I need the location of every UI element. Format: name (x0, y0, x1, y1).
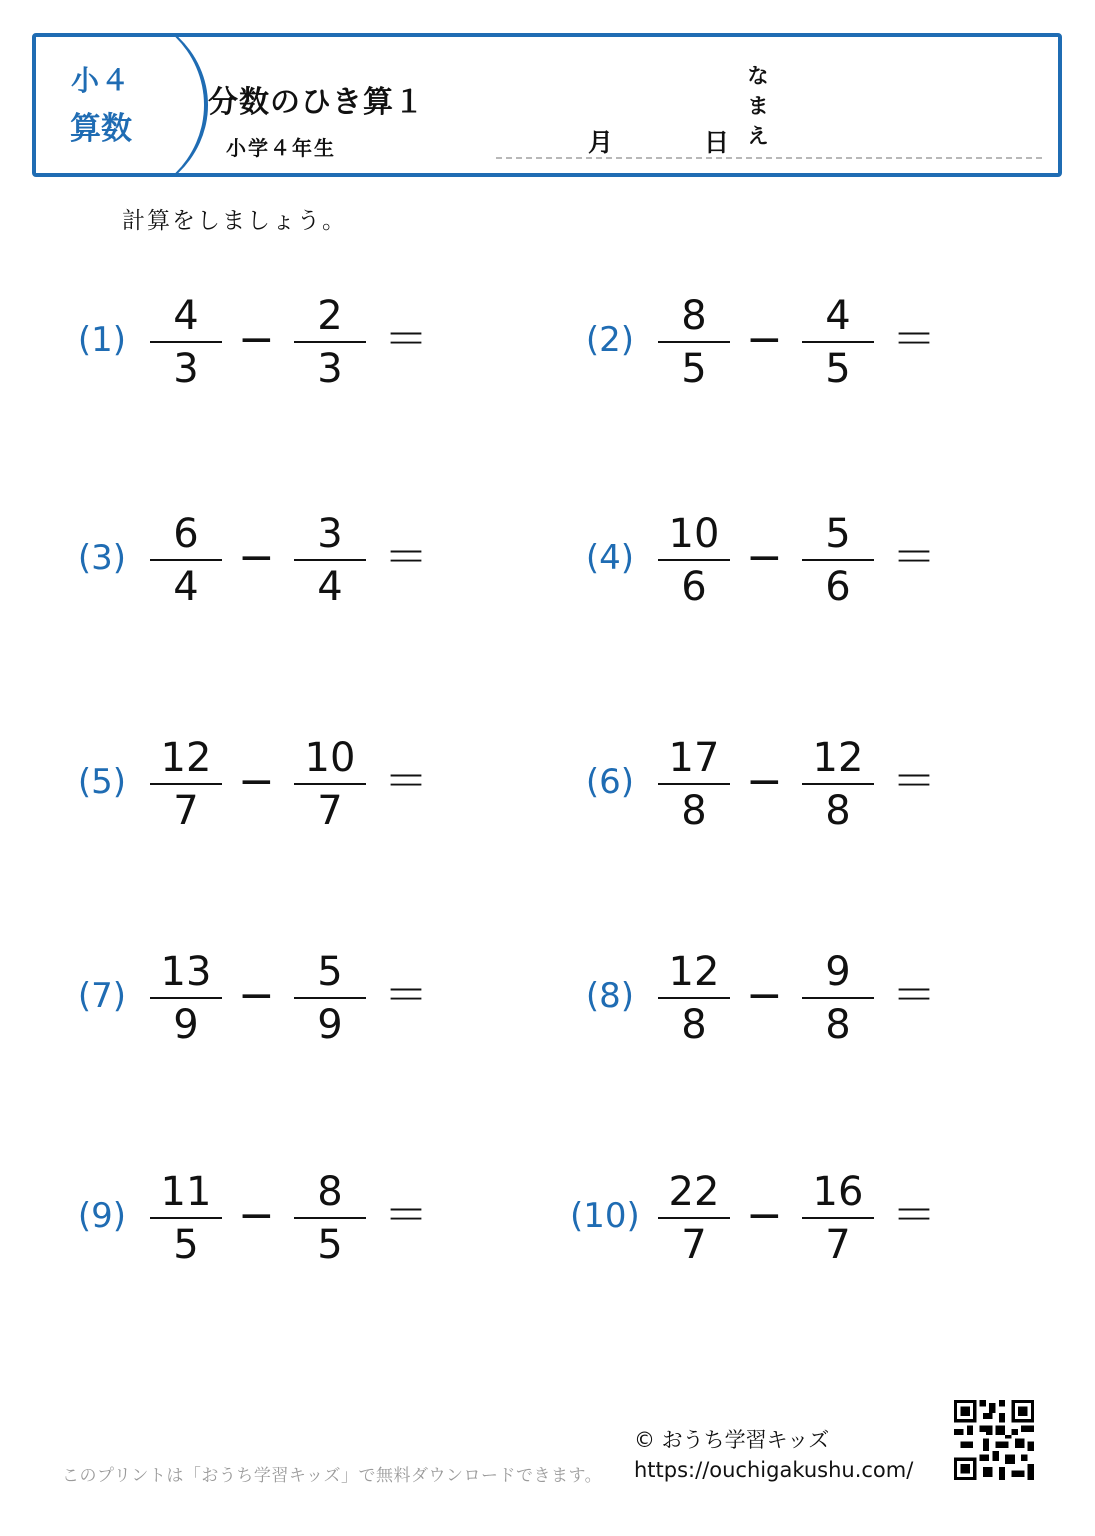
fraction-bar (150, 341, 222, 343)
problem-number: (3) (77, 538, 126, 578)
problem-number: (4) (585, 538, 634, 578)
name-char: ま (747, 94, 769, 118)
fraction-bar (802, 783, 874, 785)
minuend-fraction (150, 1168, 222, 1269)
minuend-fraction (150, 292, 222, 393)
site-url-link[interactable]: https://ouchigakushu.com/ (634, 1458, 914, 1482)
subtrahend-fraction (802, 510, 874, 611)
fraction-bar (658, 341, 730, 343)
fraction-denominator: 8 (825, 788, 851, 834)
fraction-denominator: 5 (681, 346, 707, 392)
day-label: 日 (704, 128, 730, 157)
problem-number: (10) (570, 1196, 640, 1236)
fraction-denominator: 6 (681, 564, 707, 610)
minus-sign: − (238, 1190, 275, 1241)
fraction-numerator: 5 (825, 511, 851, 557)
problem-number: (5) (77, 762, 126, 802)
fraction-numerator: 5 (317, 949, 343, 995)
fraction-bar (150, 1217, 222, 1219)
fraction-numerator: 9 (825, 949, 851, 995)
minus-sign: − (238, 532, 275, 583)
fraction-numerator: 17 (668, 735, 720, 781)
fraction-bar (294, 783, 366, 785)
minuend-fraction (150, 510, 222, 611)
fraction-numerator: 4 (173, 293, 199, 339)
copyright-text: © おうち学習キッズ (634, 1428, 830, 1452)
minuend-fraction (658, 948, 730, 1049)
fraction-denominator: 6 (825, 564, 851, 610)
name-label (744, 61, 772, 151)
fraction-denominator: 4 (173, 564, 199, 610)
fraction-numerator: 12 (668, 949, 720, 995)
instruction-text: 計算をしましょう。 (122, 208, 347, 234)
fraction-denominator: 7 (825, 1222, 851, 1268)
minus-sign: − (746, 1190, 783, 1241)
answer-area[interactable] (432, 298, 472, 388)
fraction-numerator: 13 (160, 949, 212, 995)
fraction-numerator: 10 (304, 735, 356, 781)
answer-area[interactable] (940, 1174, 980, 1264)
name-char: な (747, 64, 769, 88)
minus-sign: − (238, 314, 275, 365)
fraction-denominator: 9 (317, 1002, 343, 1048)
problem-number: (7) (77, 976, 126, 1016)
fraction-bar (294, 559, 366, 561)
fraction-bar (294, 1217, 366, 1219)
minuend-fraction (658, 510, 730, 611)
answer-area[interactable] (432, 740, 472, 830)
fraction-bar (150, 559, 222, 561)
fraction-bar (658, 783, 730, 785)
fraction-denominator: 4 (317, 564, 343, 610)
name-char: え (747, 124, 769, 148)
subtrahend-fraction (294, 292, 366, 393)
problem-1 (62, 293, 482, 438)
fraction-numerator: 2 (317, 293, 343, 339)
minuend-fraction (150, 734, 222, 835)
equals-sign: ＝ (892, 532, 936, 583)
fraction-bar (802, 1217, 874, 1219)
fraction-bar (294, 997, 366, 999)
fraction-numerator: 4 (825, 293, 851, 339)
month-label: 月 (588, 128, 614, 157)
equals-sign: ＝ (892, 970, 936, 1021)
answer-area[interactable] (432, 516, 472, 606)
fraction-bar (150, 997, 222, 999)
minuend-fraction (658, 734, 730, 835)
problem-3 (62, 511, 482, 656)
problem-number: (6) (585, 762, 634, 802)
fraction-denominator: 3 (173, 346, 199, 392)
fraction-numerator: 10 (668, 511, 720, 557)
answer-area[interactable] (940, 298, 980, 388)
problem-5 (62, 735, 482, 880)
problem-7 (62, 949, 482, 1094)
fraction-numerator: 6 (173, 511, 199, 557)
problem-number: (9) (77, 1196, 126, 1236)
equals-sign: ＝ (384, 1190, 428, 1241)
minus-sign: − (746, 756, 783, 807)
fraction-bar (150, 783, 222, 785)
subtrahend-fraction (294, 510, 366, 611)
page-subtitle: 小学４年生 (226, 136, 336, 160)
problem-number: (1) (77, 320, 126, 360)
problem-10 (570, 1169, 990, 1314)
subtrahend-fraction (802, 1168, 874, 1269)
subtrahend-fraction (802, 948, 874, 1049)
name-write-line[interactable] (496, 157, 1042, 159)
fraction-bar (658, 559, 730, 561)
minuend-fraction (150, 948, 222, 1049)
fraction-denominator: 7 (173, 788, 199, 834)
problem-4 (570, 511, 990, 656)
subtrahend-fraction (294, 734, 366, 835)
fraction-denominator: 8 (825, 1002, 851, 1048)
minuend-fraction (658, 1168, 730, 1269)
equals-sign: ＝ (384, 314, 428, 365)
problem-number: (8) (585, 976, 634, 1016)
problem-2 (570, 293, 990, 438)
header-box (32, 33, 1062, 177)
subject-label: 算数 (70, 111, 132, 147)
subtrahend-fraction (802, 292, 874, 393)
subtrahend-fraction (294, 1168, 366, 1269)
equals-sign: ＝ (384, 970, 428, 1021)
grade-label: 小４ (70, 64, 131, 97)
fraction-denominator: 5 (825, 346, 851, 392)
problem-6 (570, 735, 990, 880)
answer-area[interactable] (940, 516, 980, 606)
problem-number: (2) (585, 320, 634, 360)
answer-area[interactable] (940, 740, 980, 830)
minus-sign: − (746, 314, 783, 365)
answer-area[interactable] (432, 954, 472, 1044)
fraction-numerator: 12 (160, 735, 212, 781)
equals-sign: ＝ (384, 756, 428, 807)
minuend-fraction (658, 292, 730, 393)
problem-8 (570, 949, 990, 1094)
fraction-bar (658, 997, 730, 999)
equals-sign: ＝ (892, 314, 936, 365)
subtrahend-fraction (294, 948, 366, 1049)
download-note: このプリントは「おうち学習キッズ」で無料ダウンロードできます。 (62, 1466, 603, 1486)
minus-sign: − (746, 532, 783, 583)
fraction-bar (658, 1217, 730, 1219)
fraction-numerator: 8 (317, 1169, 343, 1215)
fraction-numerator: 3 (317, 511, 343, 557)
equals-sign: ＝ (892, 1190, 936, 1241)
page-title: 分数のひき算１ (208, 85, 425, 120)
answer-area[interactable] (432, 1174, 472, 1264)
subtrahend-fraction (802, 734, 874, 835)
answer-area[interactable] (940, 954, 980, 1044)
minus-sign: − (746, 970, 783, 1021)
fraction-denominator: 7 (681, 1222, 707, 1268)
fraction-denominator: 8 (681, 1002, 707, 1048)
fraction-denominator: 7 (317, 788, 343, 834)
fraction-bar (802, 341, 874, 343)
fraction-denominator: 9 (173, 1002, 199, 1048)
fraction-denominator: 5 (173, 1222, 199, 1268)
fraction-denominator: 8 (681, 788, 707, 834)
fraction-numerator: 11 (160, 1169, 212, 1215)
fraction-numerator: 16 (812, 1169, 864, 1215)
fraction-denominator: 3 (317, 346, 343, 392)
qr-code-icon[interactable] (954, 1400, 1034, 1480)
equals-sign: ＝ (384, 532, 428, 583)
equals-sign: ＝ (892, 756, 936, 807)
fraction-bar (802, 997, 874, 999)
fraction-numerator: 22 (668, 1169, 720, 1215)
minus-sign: − (238, 970, 275, 1021)
fraction-bar (294, 341, 366, 343)
fraction-bar (802, 559, 874, 561)
fraction-numerator: 12 (812, 735, 864, 781)
fraction-denominator: 5 (317, 1222, 343, 1268)
fraction-numerator: 8 (681, 293, 707, 339)
problem-9 (62, 1169, 482, 1314)
minus-sign: − (238, 756, 275, 807)
